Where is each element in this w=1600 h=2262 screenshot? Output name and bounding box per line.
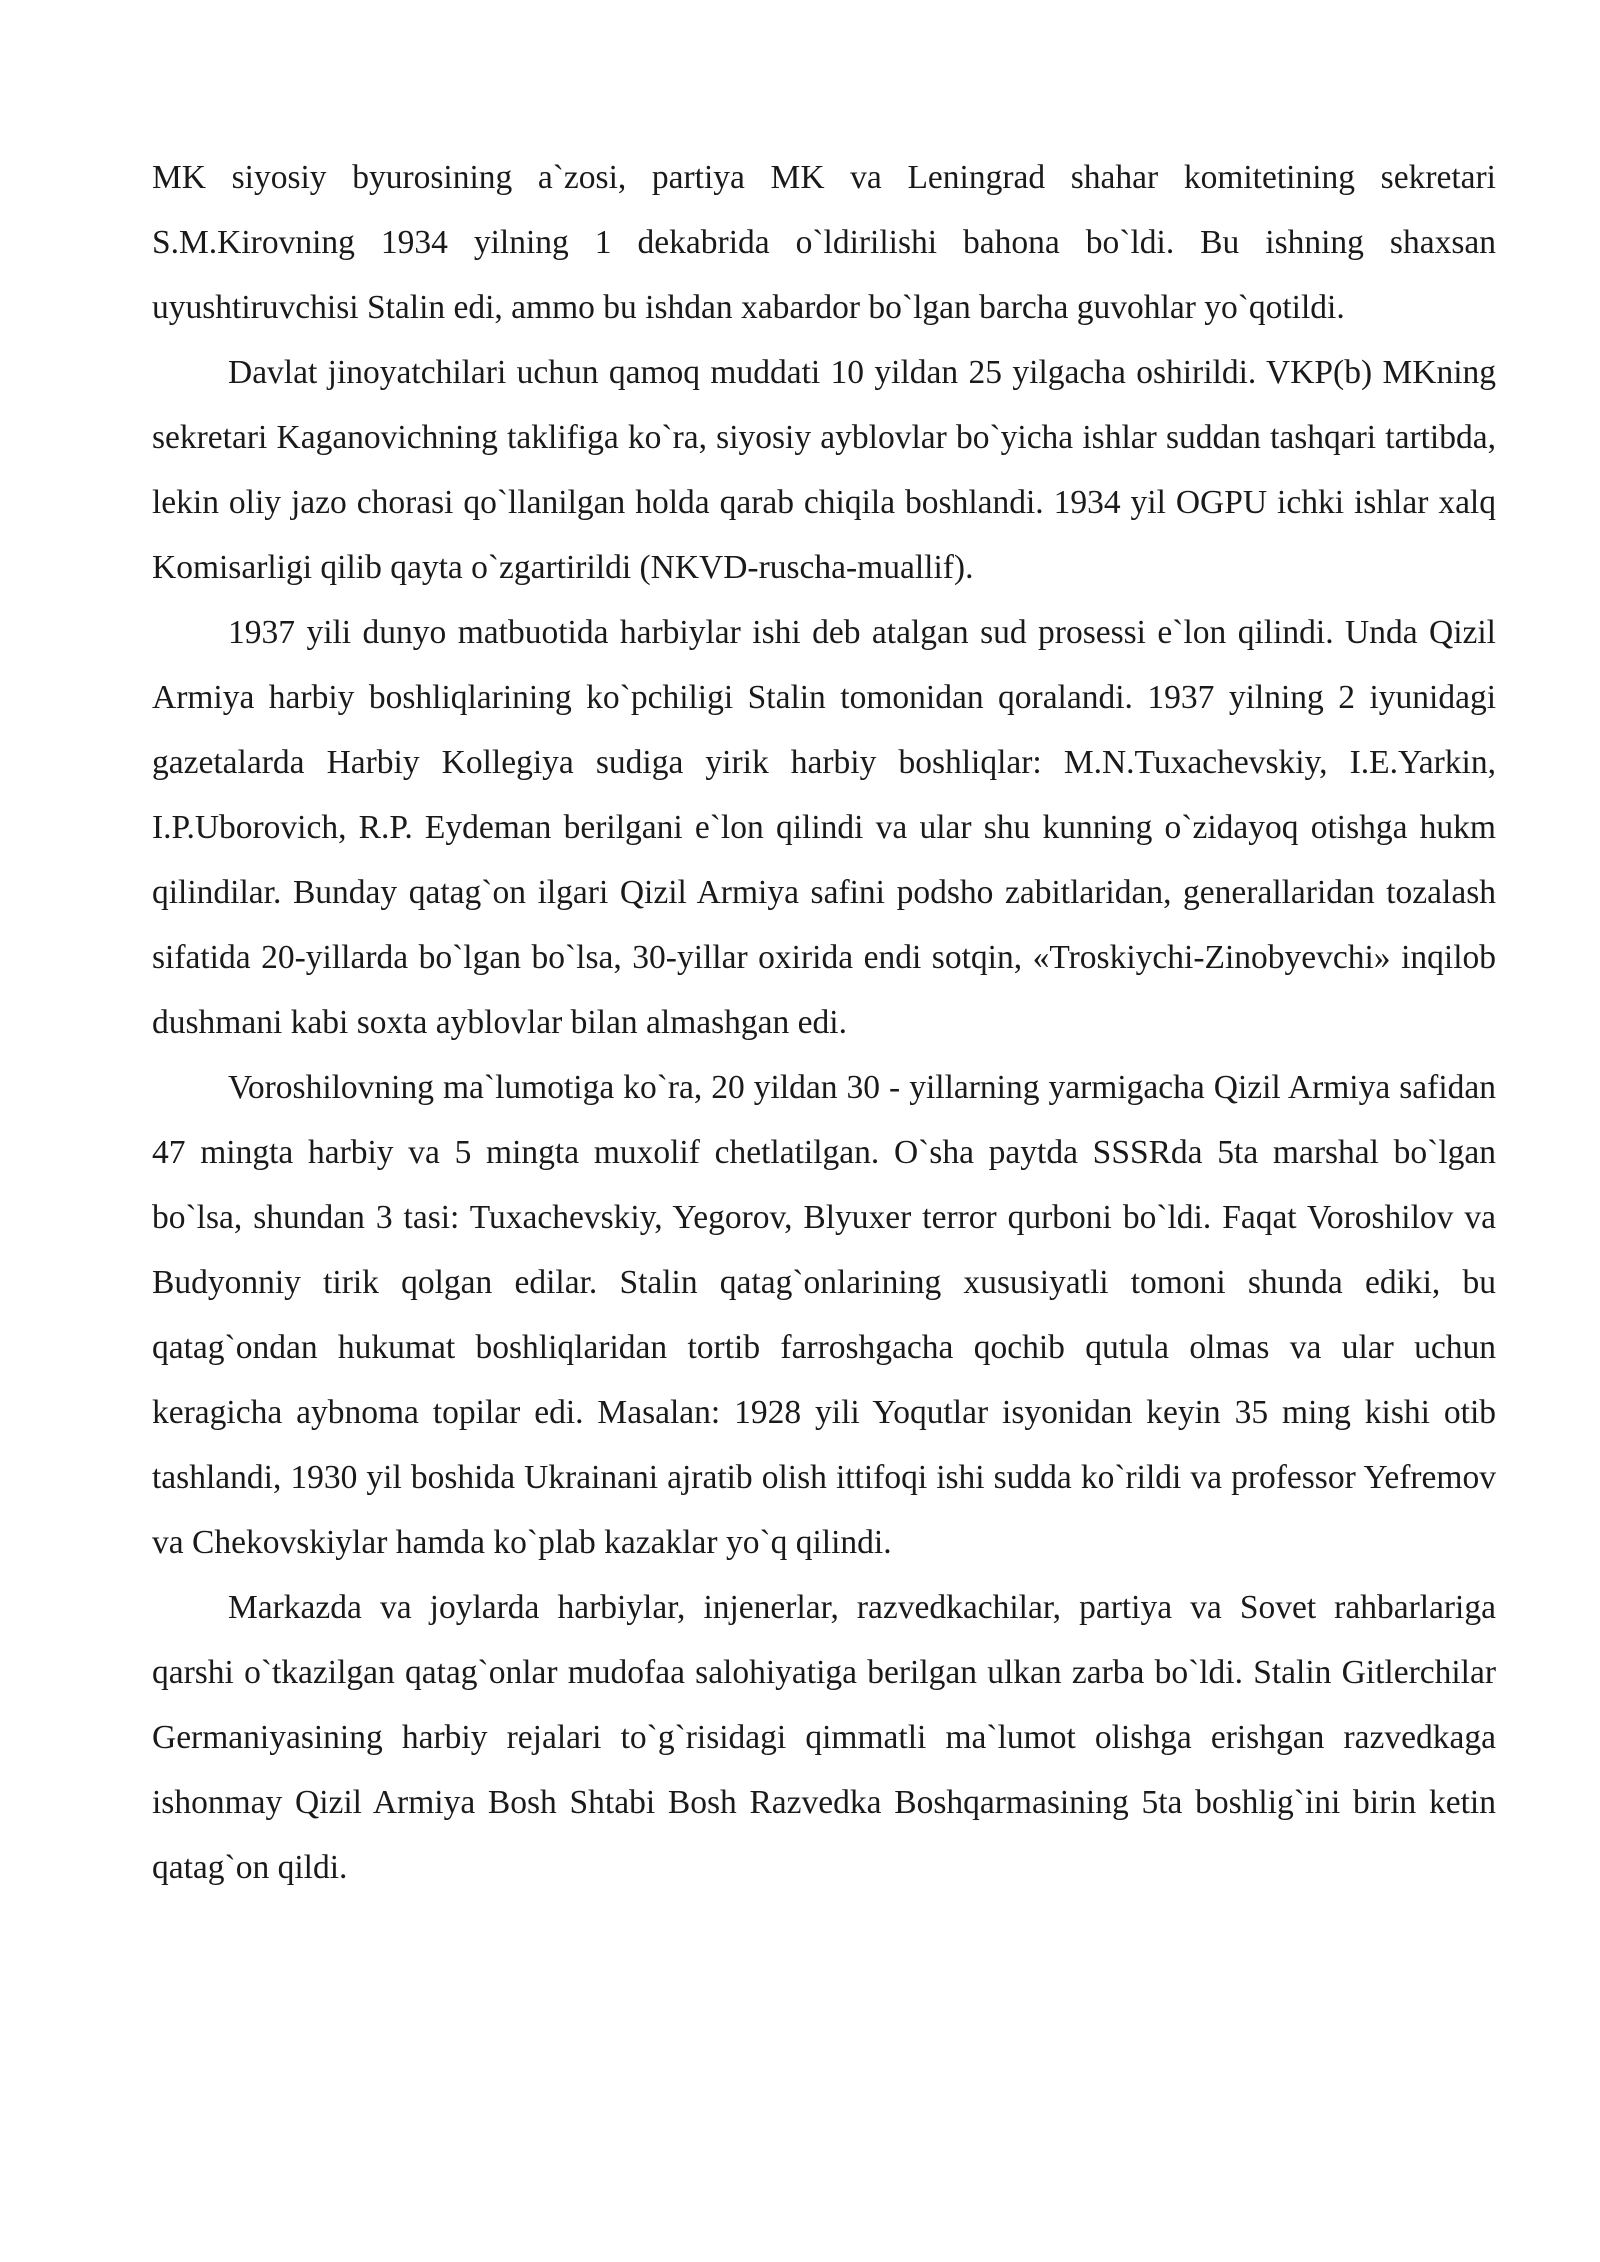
paragraph-5: Markazda va joylarda harbiylar, injenerlar, razvedkachilar, partiya va Sovet rahbarlariga qarshi o`tkazilgan qatag`onlar mudofaa salohiyatiga berilgan ulkan zarba bo`ldi. Stalin Gitlerchilar Germaniyasining harbiy rejalari to`g`risidagi qimmatli ma`lumot olishga erishgan razvedkaga ishonmay Qizil Armiya Bosh Shtabi Bosh Razvedka Boshqarmasining 5ta boshlig`ini birin ketin qatag`on qildi. <box>152 1589 1496 1886</box>
paragraph-2: Davlat jinoyatchilari uchun qamoq muddati 10 yildan 25 yilgacha oshirildi. VKP(b) MKning sekretari Kaganovichning taklifiga ko`ra, siyosiy ayblovlar bo`yicha ishlar suddan tashqari tartibda, lekin oliy jazo chorasi qo`llanilgan holda qarab chiqila boshlandi. 1934 yil OGPU ichki ishlar xalq Komisarligi qilib qayta o`zgartirildi (NKVD-ruscha-muallif). <box>152 354 1496 586</box>
document-page <box>152 145 1496 1900</box>
paragraph-4: Voroshilovning ma`lumotiga ko`ra, 20 yildan 30 - yillarning yarmigacha Qizil Armiya safidan 47 mingta harbiy va 5 mingta muxolif chetlatilgan. O`sha paytda SSSRda 5ta marshal bo`lgan bo`lsa, shundan 3 tasi: Tuxachevskiy, Yegorov, Blyuxer terror qurboni bo`ldi. Faqat Voroshilov va Budyonniy tirik qolgan edilar. Stalin qatag`onlarining xususiyatli tomoni shunda ediki, bu qatag`ondan hukumat boshliqlaridan tortib farroshgacha qochib qutula olmas va ular uchun keragicha aybnoma topilar edi. Masalan: 1928 yili Yoqutlar isyonidan keyin 35 ming kishi otib tashlandi, 1930 yil boshida Ukrainani ajratib olish ittifoqi ishi sudda ko`rildi va professor Yefremov va Chekovskiylar hamda ko`plab kazaklar yo`q qilindi. <box>152 1069 1496 1561</box>
paragraph-3: 1937 yili dunyo matbuotida harbiylar ishi deb atalgan sud prosessi e`lon qilindi. Unda Qizil Armiya harbiy boshliqlarining ko`pchiligi Stalin tomonidan qoralandi. 1937 yilning 2 iyunidagi gazetalarda Harbiy Kollegiya sudiga yirik harbiy boshliqlar: M.N.Tuxachevskiy, I.E.Yarkin, I.P.Uborovich, R.P. Eydeman berilgani e`lon qilindi va ular shu kunning o`zidayoq otishga hukm qilindilar. Bunday qatag`on ilgari Qizil Armiya safini podsho zabitlaridan, generallaridan tozalash sifatida 20-yillarda bo`lgan bo`lsa, 30-yillar oxirida endi sotqin, «Troskiychi-Zinobyevchi» inqilob dushmani kabi soxta ayblovlar bilan almashgan edi. <box>152 614 1496 1041</box>
paragraph-1: MK siyosiy byurosining a`zosi, partiya MK va Leningrad shahar komitetining sekretari S.M.Kirovning 1934 yilning 1 dekabrida o`ldirilishi bahona bo`ldi. Bu ishning shaxsan uyushtiruvchisi Stalin edi, ammo bu ishdan xabardor bo`lgan barcha guvohlar yo`qotildi. <box>152 159 1496 326</box>
